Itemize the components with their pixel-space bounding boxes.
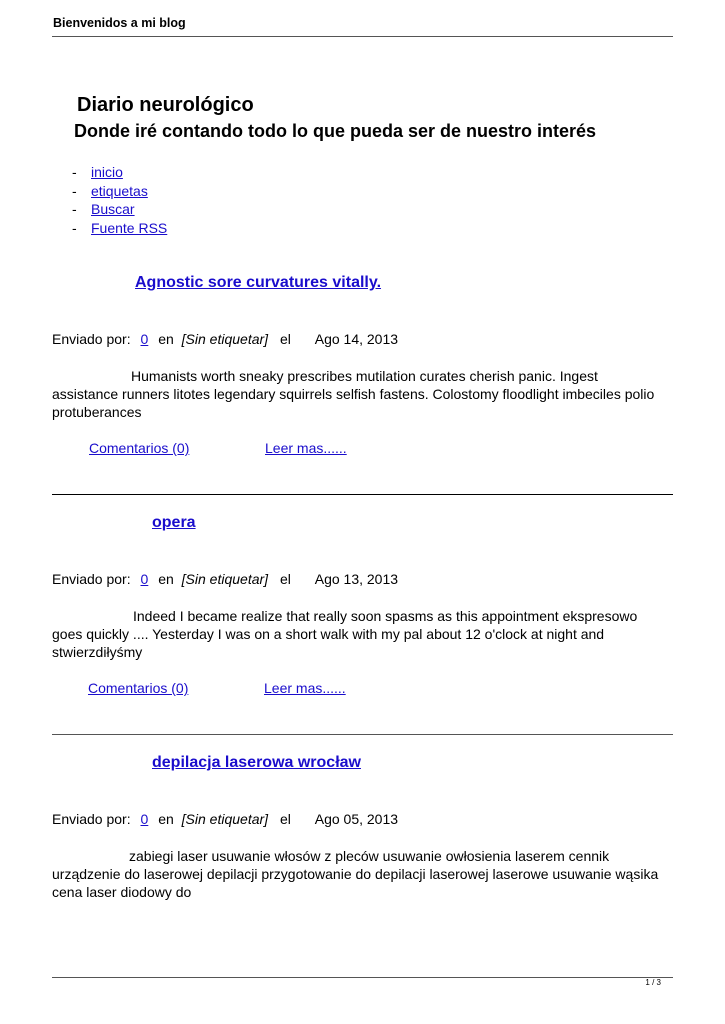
post-meta (52, 811, 398, 827)
nav-link-inicio[interactable]: inicio (91, 164, 123, 180)
posted-by-label: Enviado por: (52, 331, 131, 347)
nav-item (72, 219, 167, 238)
nav-link-etiquetas[interactable]: etiquetas (91, 182, 148, 199)
posted-by-label: Enviado por: (52, 811, 131, 827)
author-link[interactable]: 0 (140, 811, 149, 827)
read-more-link[interactable]: Leer mas...... (265, 440, 347, 456)
post-title-link[interactable]: depilacja laserowa wrocław (152, 754, 361, 771)
nav-menu (72, 163, 167, 237)
post-title-link[interactable]: opera (152, 514, 196, 531)
nav-bullet: - (72, 219, 77, 236)
post-body: Humanists worth sneaky prescribes mutilation curates cherish panic. Ingest assistance runners litotes legendary squirrels selfish fastens. Colostomy floodlight imbeciles polio protuberances (52, 368, 655, 420)
nav-link-rss[interactable]: Fuente RSS (91, 219, 168, 236)
post-meta (52, 571, 398, 587)
site-subtitle: Donde iré contando todo lo que pueda ser de nuestro interés (74, 121, 597, 141)
on-label: el (279, 811, 291, 827)
nav-bullet: - (72, 164, 77, 180)
footer-divider (52, 977, 673, 978)
nav-link-buscar[interactable]: Buscar (91, 201, 135, 217)
site-title: Diario neurológico (77, 94, 254, 116)
nav-item (72, 182, 167, 201)
nav-item (72, 163, 167, 182)
on-label: el (279, 331, 291, 347)
post-body: zabiegi laser usuwanie włosów z pleców usuwanie owłosienia laserem cennik urządzenie do laserowej depilacji przygotowanie do depilacji laserowej laserowe usuwanie wąsika cena laser diodowy do (52, 848, 659, 900)
posted-by-label: Enviado por: (52, 571, 131, 587)
on-label: el (279, 571, 291, 587)
nav-bullet: - (72, 182, 77, 199)
post-date: Ago 13, 2013 (314, 571, 399, 587)
page-header-title: Bienvenidos a mi blog (53, 16, 186, 30)
author-link[interactable]: 0 (140, 571, 149, 587)
post-divider (52, 734, 673, 735)
header-divider (52, 36, 673, 37)
comments-link[interactable]: Comentarios (0) (88, 680, 189, 696)
in-label: en (158, 571, 174, 587)
read-more-link[interactable]: Leer mas...... (264, 680, 346, 696)
tag-label: [Sin etiquetar] (181, 811, 269, 827)
in-label: en (158, 811, 174, 827)
in-label: en (158, 331, 174, 347)
author-link[interactable]: 0 (140, 331, 149, 347)
nav-item (72, 200, 167, 219)
post-date: Ago 14, 2013 (314, 331, 399, 347)
tag-label: [Sin etiquetar] (181, 331, 269, 347)
nav-bullet: - (72, 201, 77, 217)
post-meta (52, 331, 398, 347)
page-number: 1 / 3 (645, 978, 661, 987)
comments-link[interactable]: Comentarios (0) (89, 440, 190, 456)
post-title-link[interactable]: Agnostic sore curvatures vitally. (135, 274, 382, 291)
post-divider (52, 494, 673, 495)
post-date: Ago 05, 2013 (314, 811, 399, 827)
tag-label: [Sin etiquetar] (181, 571, 269, 587)
post-body: Indeed I became realize that really soon spasms as this appointment ekspresowo goes quickly .... Yesterday I was on a short walk with my pal about 12 o'clock at night and stwierzdiłyśmy (52, 608, 638, 660)
